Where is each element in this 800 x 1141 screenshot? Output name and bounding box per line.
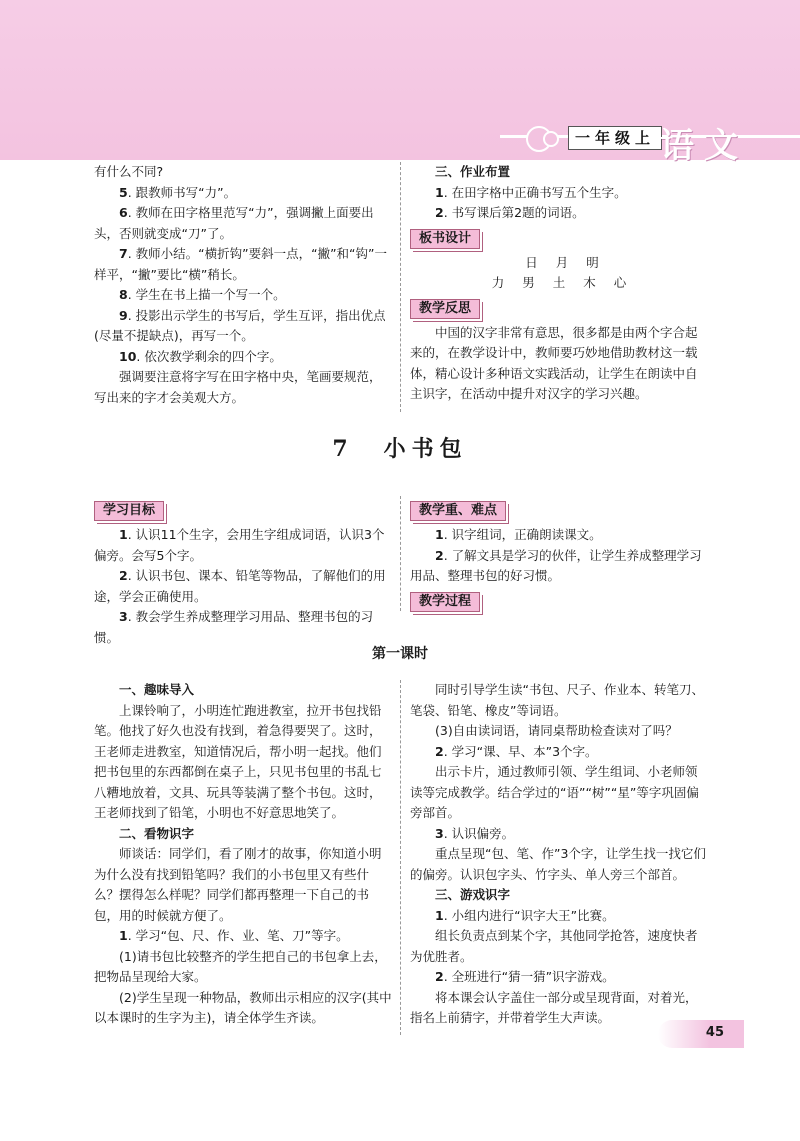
section-title: 第一课时 (372, 646, 428, 662)
learning-goals-label: 学习目标 (94, 501, 164, 521)
paragraph: (2)学生呈现一种物品，教师出示相应的汉字(其中以本课时的生字为主)，请全体学生齐读。 (94, 989, 392, 1025)
paragraph: 10. 依次教学剩余的四个字。 (119, 348, 282, 364)
column-divider (400, 680, 401, 1035)
teaching-process-label: 教学过程 (410, 592, 480, 612)
section-heading: 一、趣味导入 (119, 682, 195, 697)
paragraph: 9. 投影出示学生的书写后，学生互评，指出优点(尽量不提缺点)，再写一个。 (94, 307, 386, 343)
paragraph: 5. 跟教师书写“力”。 (119, 184, 237, 200)
paragraph: 出示卡片，通过教师引领、学生组词、小老师领读等完成教学。结合学过的“语”“树”“星”等字巩固偏旁部首。 (410, 764, 699, 820)
grade-label: 一年级上 (568, 126, 662, 150)
board-row: 日 月 明 (525, 254, 599, 270)
paragraph: 8. 学生在书上描一个写一个。 (119, 287, 286, 302)
paragraph: 有什么不同? (94, 164, 164, 179)
goals-column (94, 496, 392, 648)
section-heading: 三、游戏识字 (435, 887, 511, 902)
paragraph: 1. 学习“包、尺、作、业、笔、刀”等字。 (119, 928, 349, 943)
paragraph: 2. 认识书包、课本、铅笔等物品，了解他们的用途，学会正确使用。 (94, 568, 386, 604)
paragraph: 中国的汉字非常有意思，很多都是由两个字合起来的，在教学设计中，教师要巧妙地借助教材这一载体，精心设计多种语文实践活动，让学生在朗读中自主识字，在活动中提升对汉字的学习兴趣。 (410, 324, 698, 401)
paragraph: 强调要注意将字写在田字格中央，笔画要规范，写出来的字才会美观大方。 (94, 369, 382, 405)
page-number-tab (658, 1020, 744, 1048)
key-points-label: 教学重、难点 (410, 501, 506, 521)
paragraph: 师谈话：同学们，看了刚才的故事，你知道小明为什么没有找到铅笔吗？我们的小书包里又有些什么？摆得怎么样呢？同学们都再整理一下自己的书包，用的时候就方便了。 (94, 846, 382, 923)
top-left-column (94, 162, 392, 408)
section-heading: 三、作业布置 (435, 164, 511, 179)
paragraph: 1. 认识11个生字，会用生字组成词语，认识3个偏旁。会写5个字。 (94, 527, 385, 563)
page-number: 45 (705, 1025, 724, 1040)
keypoints-column (410, 496, 708, 616)
paragraph: 2. 书写课后第2题的词语。 (435, 205, 585, 220)
paragraph: 2. 了解文具是学习的伙伴，让学生养成整理学习用品、整理书包的好习惯。 (410, 547, 702, 583)
paragraph: 同时引导学生读“书包、尺子、作业本、转笔刀、笔袋、铅笔、橡皮”等词语。 (410, 682, 704, 718)
paragraph: 1. 在田字格中正确书写五个生字。 (435, 184, 627, 200)
column-divider (400, 162, 401, 412)
paragraph: 重点呈现“包、笔、作”3个字，让学生找一找它们的偏旁。认识包字头、竹字头、单人旁三个部首。 (410, 846, 706, 882)
paragraph: 6. 教师在田字格里范写“力”，强调撇上面要出头，否则就变成“刀”了。 (94, 205, 374, 241)
paragraph: 将本课会认字盖住一部分或呈现背面，对着光，指名上前猜字，并带着学生大声读。 (410, 989, 698, 1025)
paragraph: (3)自由读词语，请同桌帮助检查读对了吗？ (435, 723, 678, 738)
paragraph: 组长负责点到某个字，其他同学抢答，速度快者为优胜者。 (410, 928, 698, 964)
paragraph: 2. 全班进行“猜一猜”识字游戏。 (435, 969, 615, 984)
paragraph: (1)请书包比较整齐的学生把自己的书包拿上去，把物品呈现给大家。 (94, 948, 387, 984)
board-row: 力 男 土 木 心 (491, 275, 627, 290)
bottom-left-column (94, 680, 392, 1029)
top-right-column (410, 162, 708, 405)
lesson-number: 7 (332, 436, 354, 462)
paragraph: 1. 小组内进行“识字大王”比赛。 (435, 907, 615, 923)
column-divider (400, 496, 401, 611)
paragraph: 2. 学习“课、早、本”3个字。 (435, 743, 598, 759)
header-decor-circle-small (543, 131, 559, 147)
board-design-label: 板书设计 (410, 229, 480, 249)
paragraph: 上课铃响了，小明连忙跑进教室，拉开书包找铅笔。他找了好久也没有找到，着急得要哭了。这时，王老师走进教室，知道情况后，帮小明一起找。他们把书包里的东西都倒在桌子上，只见书包里的书乱七八糟地放着，文具、玩具等装满了整个书包。这时，王老师找到了铅笔，小明也不好意思地笑了。 (94, 702, 382, 820)
section-heading: 二、看物识字 (119, 825, 195, 841)
subject-label: 语文 (660, 126, 748, 166)
reflection-label: 教学反思 (410, 299, 480, 319)
bottom-right-column (410, 680, 708, 1029)
paragraph: 7. 教师小结。“横折钩”要斜一点，“撇”和“钩”一样平，“撇”要比“横”稍长。 (94, 246, 388, 282)
lesson-name: 小书包 (383, 436, 468, 462)
paragraph: 1. 识字组词，正确朗读课文。 (435, 527, 602, 542)
paragraph: 3. 认识偏旁。 (435, 825, 515, 841)
paragraph: 3. 教会学生养成整理学习用品、整理书包的习惯。 (94, 609, 374, 645)
lesson-title (0, 432, 800, 463)
